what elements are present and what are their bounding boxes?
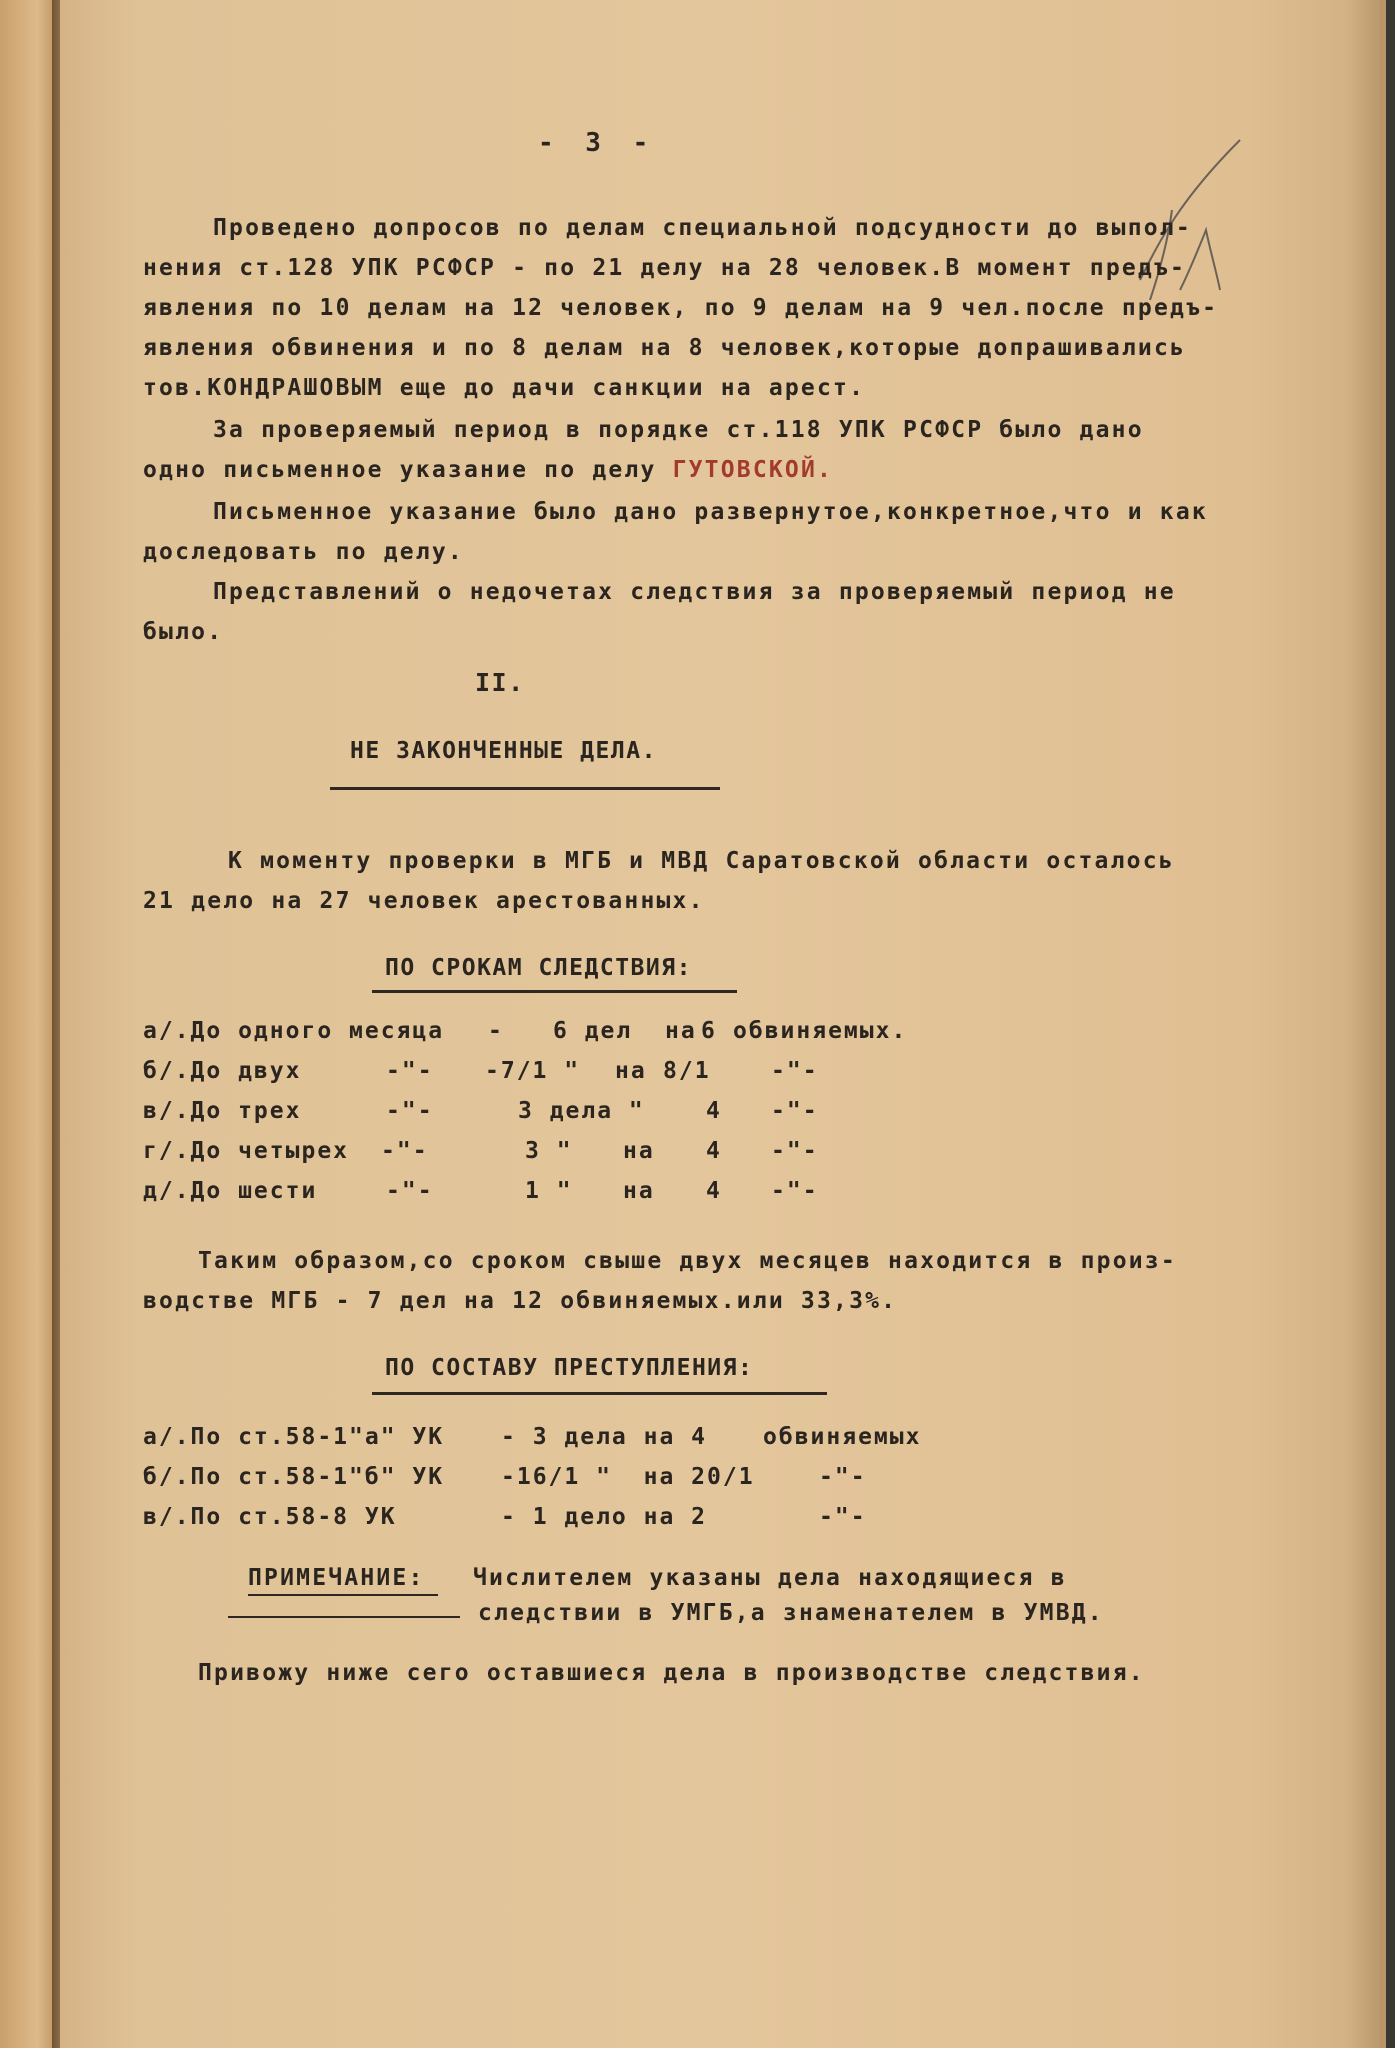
row-people: 4 xyxy=(706,1138,722,1164)
section-title: НЕ ЗАКОНЧЕННЫЕ ДЕЛА. xyxy=(350,738,657,764)
row-cases: - 3 дела на 4 xyxy=(501,1424,708,1450)
paragraph-line: нения ст.128 УПК РСФСР - по 21 делу на 28 человек.В момент предъ- xyxy=(143,255,1187,281)
table-row xyxy=(143,1178,1043,1218)
table-row xyxy=(143,1504,1043,1544)
title-underline xyxy=(330,787,720,790)
row-label: а/.До одного месяца xyxy=(143,1018,445,1044)
paragraph-line: явления по 10 делам на 12 человек, по 9 делам на 9 чел.после предъ- xyxy=(143,295,1219,321)
row-cases: -7/1 " xyxy=(485,1058,581,1084)
terms-table xyxy=(143,1018,1043,1218)
row-ditto: -"- xyxy=(381,1138,429,1164)
intro-line: 21 дело на 27 человек арестованных. xyxy=(143,888,705,914)
composition-heading: ПО СОСТАВУ ПРЕСТУПЛЕНИЯ: xyxy=(385,1355,754,1381)
paragraph-line: тов.КОНДРАШОВЫМ еще до дачи санкции на арест. xyxy=(143,375,866,401)
row-people: 4 xyxy=(706,1178,722,1204)
row-suffix: -"- xyxy=(819,1464,867,1490)
summary-line: водстве МГБ - 7 дел на 12 обвиняемых.или 33,3%. xyxy=(143,1288,898,1314)
paragraph-line: Письменное указание было дано развернутое,конкретное,что и как xyxy=(213,499,1208,525)
page-right-edge xyxy=(1346,0,1380,2048)
row-suffix: -"- xyxy=(771,1058,819,1084)
row-cases: - 1 дело на 2 xyxy=(501,1504,708,1530)
composition-table xyxy=(143,1424,1043,1544)
row-label: д/.До шести xyxy=(143,1178,318,1204)
red-name-correction: ГУТОВСКОЙ. xyxy=(672,457,834,483)
row-ditto: -"- xyxy=(386,1058,434,1084)
table-row xyxy=(143,1424,1043,1464)
terms-heading: ПО СРОКАМ СЛЕДСТВИЯ: xyxy=(385,955,692,981)
terms-underline xyxy=(372,990,737,993)
paragraph-line: За проверяемый период в порядке ст.118 УПК РСФСР было дано xyxy=(213,417,1144,443)
row-cases: 3 " xyxy=(525,1138,573,1164)
row-cases: 1 " xyxy=(525,1178,573,1204)
row-prep: на xyxy=(623,1138,655,1164)
table-row xyxy=(143,1098,1043,1138)
row-suffix: -"- xyxy=(771,1098,819,1124)
row-cases: -16/1 " на 20/1 xyxy=(501,1464,755,1490)
row-suffix: обвиняемых. xyxy=(733,1018,908,1044)
row-label: г/.До четырех xyxy=(143,1138,350,1164)
row-people: 6 xyxy=(701,1018,717,1044)
row-label: в/.До трех xyxy=(143,1098,302,1124)
row-prep: на xyxy=(665,1018,697,1044)
table-row xyxy=(143,1138,1043,1178)
paragraph-line: Проведено допросов по делам специальной подсудности до выпол- xyxy=(213,215,1192,241)
row-cases: 3 дела " xyxy=(518,1098,645,1124)
note-line: Числителем указаны дела находящиеся в xyxy=(473,1565,1067,1591)
row-suffix: -"- xyxy=(771,1178,819,1204)
row-cases: 6 дел xyxy=(553,1018,633,1044)
row-label: б/.До двух xyxy=(143,1058,302,1084)
page-number: - 3 - xyxy=(538,128,657,158)
paragraph-line xyxy=(143,457,833,483)
note-label: ПРИМЕЧАНИЕ: xyxy=(248,1565,425,1591)
row-suffix: -"- xyxy=(771,1138,819,1164)
note-label-underline xyxy=(248,1594,438,1596)
closing-line: Привожу ниже сего оставшиеся дела в производстве следствия. xyxy=(198,1660,1145,1686)
summary-line: Таким образом,со сроком свыше двух месяцев находится в произ- xyxy=(198,1248,1177,1274)
table-row xyxy=(143,1464,1043,1504)
paragraph-line: Представлений о недочетах следствия за проверяемый период не xyxy=(213,579,1176,605)
paragraph-line: доследовать по делу. xyxy=(143,539,464,565)
note-line: следствии в УМГБ,а знаменателем в УМВД. xyxy=(478,1600,1104,1626)
row-prep: на xyxy=(615,1058,647,1084)
table-row xyxy=(143,1018,1043,1058)
note-dash-line xyxy=(228,1616,460,1618)
row-label: в/.По ст.58-8 УК xyxy=(143,1504,397,1530)
paragraph-line: было. xyxy=(143,619,224,645)
paragraph-text: одно письменное указание по делу xyxy=(143,457,657,483)
intro-line: К моменту проверки в МГБ и МВД Саратовской области осталось xyxy=(228,848,1175,874)
composition-underline xyxy=(372,1392,827,1395)
row-ditto: - xyxy=(488,1018,504,1044)
row-ditto: -"- xyxy=(386,1178,434,1204)
row-prep: на xyxy=(623,1178,655,1204)
row-ditto: -"- xyxy=(386,1098,434,1124)
row-label: а/.По ст.58-1"а" УК xyxy=(143,1424,445,1450)
row-suffix: обвиняемых xyxy=(763,1424,922,1450)
section-number: II. xyxy=(475,668,525,697)
row-people: 8/1 xyxy=(663,1058,711,1084)
row-label: б/.По ст.58-1"б" УК xyxy=(143,1464,445,1490)
paragraph-line: явления обвинения и по 8 делам на 8 человек,которые допрашивались xyxy=(143,335,1187,361)
row-suffix: -"- xyxy=(819,1504,867,1530)
row-people: 4 xyxy=(706,1098,722,1124)
table-row xyxy=(143,1058,1043,1098)
